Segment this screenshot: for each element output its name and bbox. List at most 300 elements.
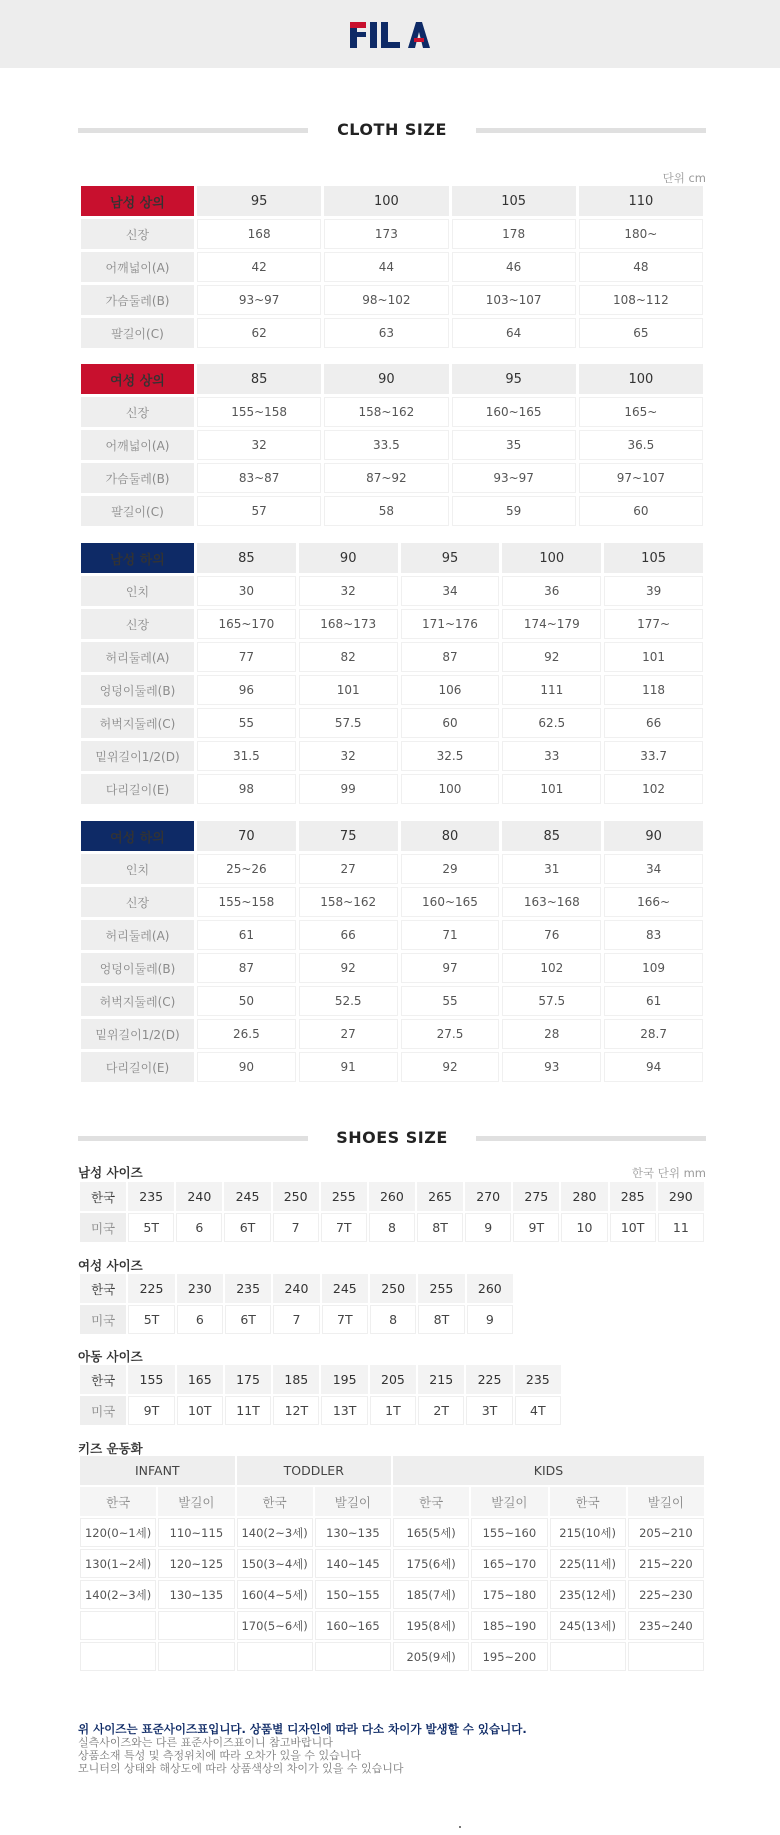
- measurement-value: 32.5: [401, 741, 500, 771]
- measurement-label: 신장: [81, 887, 194, 917]
- us-size-cell: 10T: [610, 1213, 656, 1242]
- measurement-label: 허리둘레(A): [81, 920, 194, 950]
- korean-size-cell: [550, 1642, 626, 1671]
- divider-right: [476, 1136, 706, 1141]
- us-size-cell: 3T: [466, 1396, 512, 1425]
- us-size-cell: 7T: [322, 1305, 368, 1334]
- measurement-value: 39: [604, 576, 703, 606]
- men-top-size-table: [78, 183, 706, 351]
- age-group-row: [80, 1456, 704, 1485]
- measurement-row: [81, 920, 703, 950]
- korean-size-cell: 235(12세): [550, 1580, 626, 1609]
- measurement-value: 32: [299, 576, 398, 606]
- measurement-value: 100: [401, 774, 500, 804]
- korean-size-cell: 235: [128, 1182, 174, 1211]
- kids-column-header-row: [80, 1487, 704, 1516]
- measurement-label: 가슴둘레(B): [81, 463, 194, 493]
- measurement-value: 57.5: [299, 708, 398, 738]
- us-size-cell: 10T: [177, 1396, 223, 1425]
- measurement-value: 25~26: [197, 854, 296, 884]
- korean-size-cell: 225(11세): [550, 1549, 626, 1578]
- korean-size-cell: 260: [467, 1274, 513, 1303]
- row-label-korea: 한국: [80, 1274, 126, 1303]
- korean-size-cell: 120(0~1세): [80, 1518, 156, 1547]
- measurement-value: 36.5: [579, 430, 703, 460]
- us-size-cell: 4T: [515, 1396, 561, 1425]
- us-size-cell: 7: [273, 1213, 319, 1242]
- measurement-value: 29: [401, 854, 500, 884]
- divider-left: [78, 1136, 308, 1141]
- korean-size-cell: 150(3~4세): [237, 1549, 313, 1578]
- cloth-unit-label: 단위 cm: [662, 171, 706, 185]
- measurement-value: 155~158: [197, 397, 321, 427]
- foot-length-cell: [158, 1611, 234, 1640]
- korean-size-cell: 285: [610, 1182, 656, 1211]
- measurement-value: 160~165: [452, 397, 576, 427]
- measurement-value: 34: [604, 854, 703, 884]
- size-header-cell: 85: [502, 821, 601, 851]
- size-header-row: [81, 543, 703, 573]
- size-notes: [78, 1722, 706, 1775]
- korean-size-cell: 250: [273, 1182, 319, 1211]
- measurement-value: 61: [197, 920, 296, 950]
- measurement-value: 35: [452, 430, 576, 460]
- korean-size-header: 한국: [393, 1487, 469, 1516]
- measurement-value: 63: [324, 318, 448, 348]
- korean-size-cell: 195: [321, 1365, 367, 1394]
- row-label-us: 미국: [80, 1396, 126, 1425]
- measurement-label: 신장: [81, 397, 194, 427]
- korean-size-cell: 270: [465, 1182, 511, 1211]
- women-bottom-size-table: [78, 818, 706, 1085]
- measurement-label: 가슴둘레(B): [81, 285, 194, 315]
- measurement-row: [81, 430, 703, 460]
- measurement-value: 26.5: [197, 1019, 296, 1049]
- measurement-value: 34: [401, 576, 500, 606]
- measurement-value: 158~162: [299, 887, 398, 917]
- korean-size-row: [80, 1182, 704, 1211]
- measurement-value: 42: [197, 252, 321, 282]
- korean-size-cell: 280: [561, 1182, 607, 1211]
- measurement-row: [81, 774, 703, 804]
- size-header-row: [81, 821, 703, 851]
- measurement-value: 27: [299, 1019, 398, 1049]
- korean-size-cell: 185: [273, 1365, 319, 1394]
- measurement-row: [81, 463, 703, 493]
- measurement-row: [81, 675, 703, 705]
- korean-size-cell: 205(9세): [393, 1642, 469, 1671]
- measurement-value: 158~162: [324, 397, 448, 427]
- women-top-size-table: [78, 361, 706, 529]
- foot-length-cell: 160~165: [315, 1611, 391, 1640]
- measurement-label: 밑위길이1/2(D): [81, 741, 194, 771]
- measurement-value: 109: [604, 953, 703, 983]
- korean-size-cell: 215: [418, 1365, 464, 1394]
- measurement-value: 102: [604, 774, 703, 804]
- fila-logo-mark: [350, 20, 432, 50]
- us-size-cell: 7: [273, 1305, 319, 1334]
- kids-size-row: [80, 1549, 704, 1578]
- measurement-value: 93~97: [452, 463, 576, 493]
- measurement-value: 33.7: [604, 741, 703, 771]
- size-header-cell: 100: [502, 543, 601, 573]
- foot-length-header: 발길이: [471, 1487, 547, 1516]
- foot-length-cell: 130~135: [315, 1518, 391, 1547]
- korean-size-cell: 140(2~3세): [237, 1518, 313, 1547]
- korean-size-cell: 165: [177, 1365, 223, 1394]
- measurement-value: 163~168: [502, 887, 601, 917]
- measurement-value: 101: [604, 642, 703, 672]
- measurement-value: 33.5: [324, 430, 448, 460]
- korean-size-header: 한국: [80, 1487, 156, 1516]
- measurement-row: [81, 397, 703, 427]
- measurement-value: 76: [502, 920, 601, 950]
- measurement-value: 93~97: [197, 285, 321, 315]
- korean-size-cell: 130(1~2세): [80, 1549, 156, 1578]
- korean-size-cell: 250: [370, 1274, 416, 1303]
- measurement-row: [81, 609, 703, 639]
- measurement-label: 다리길이(E): [81, 774, 194, 804]
- korean-size-cell: 235: [225, 1274, 271, 1303]
- measurement-row: [81, 642, 703, 672]
- kids-size-row: [80, 1642, 704, 1671]
- kids-size-row: [80, 1611, 704, 1640]
- measurement-value: 111: [502, 675, 601, 705]
- size-header-cell: 95: [401, 543, 500, 573]
- us-size-cell: 8T: [417, 1213, 463, 1242]
- size-header-cell: 75: [299, 821, 398, 851]
- measurement-value: 65: [579, 318, 703, 348]
- korean-size-cell: 205: [370, 1365, 416, 1394]
- kids-sneakers-table: [78, 1454, 706, 1673]
- cloth-size-heading: [78, 119, 706, 141]
- foot-length-header: 발길이: [158, 1487, 234, 1516]
- korean-size-cell: 240: [176, 1182, 222, 1211]
- measurement-row: [81, 741, 703, 771]
- measurement-value: 98~102: [324, 285, 448, 315]
- measurement-value: 173: [324, 219, 448, 249]
- us-size-cell: 13T: [321, 1396, 367, 1425]
- korean-size-cell: [80, 1611, 156, 1640]
- measurement-value: 28.7: [604, 1019, 703, 1049]
- measurement-value: 174~179: [502, 609, 601, 639]
- category-label: 남성 상의: [81, 186, 194, 216]
- us-size-cell: 9: [467, 1305, 513, 1334]
- korean-size-cell: 245: [224, 1182, 270, 1211]
- row-label-us: 미국: [80, 1305, 126, 1334]
- measurement-value: 48: [579, 252, 703, 282]
- us-size-cell: 5T: [128, 1305, 174, 1334]
- korean-size-cell: 275: [513, 1182, 559, 1211]
- measurement-value: 58: [324, 496, 448, 526]
- measurement-row: [81, 708, 703, 738]
- cloth-size-title: CLOTH SIZE: [337, 120, 447, 139]
- measurement-value: 101: [299, 675, 398, 705]
- measurement-value: 44: [324, 252, 448, 282]
- kids-size-row: [80, 1580, 704, 1609]
- measurement-value: 31.5: [197, 741, 296, 771]
- measurement-label: 어깨넓이(A): [81, 252, 194, 282]
- measurement-label: 허벅지둘레(C): [81, 986, 194, 1016]
- us-size-cell: 5T: [128, 1213, 174, 1242]
- measurement-value: 160~165: [401, 887, 500, 917]
- measurement-value: 168: [197, 219, 321, 249]
- size-header-cell: 80: [401, 821, 500, 851]
- measurement-value: 180~: [579, 219, 703, 249]
- shoes-size-heading: [78, 1127, 706, 1149]
- korean-size-header: 한국: [550, 1487, 626, 1516]
- measurement-value: 32: [299, 741, 398, 771]
- korean-size-header: 한국: [237, 1487, 313, 1516]
- men-shoes-table: [78, 1180, 706, 1244]
- measurement-value: 66: [299, 920, 398, 950]
- foot-length-cell: [158, 1642, 234, 1671]
- measurement-value: 52.5: [299, 986, 398, 1016]
- measurement-value: 27.5: [401, 1019, 500, 1049]
- foot-length-cell: 235~240: [628, 1611, 704, 1640]
- korean-size-cell: 225: [128, 1274, 174, 1303]
- measurement-row: [81, 887, 703, 917]
- foot-length-cell: [315, 1642, 391, 1671]
- measurement-label: 신장: [81, 609, 194, 639]
- measurement-value: 91: [299, 1052, 398, 1082]
- foot-length-cell: 155~160: [471, 1518, 547, 1547]
- measurement-value: 178: [452, 219, 576, 249]
- us-size-cell: 6T: [224, 1213, 270, 1242]
- men-bottom-size-table: [78, 540, 706, 807]
- women-shoes-table: [78, 1272, 515, 1336]
- measurement-row: [81, 219, 703, 249]
- measurement-value: 27: [299, 854, 398, 884]
- foot-length-cell: 175~180: [471, 1580, 547, 1609]
- korean-size-cell: [80, 1642, 156, 1671]
- measurement-value: 98: [197, 774, 296, 804]
- measurement-row: [81, 986, 703, 1016]
- foot-length-cell: 110~115: [158, 1518, 234, 1547]
- korean-size-cell: 240: [273, 1274, 319, 1303]
- measurement-value: 165~: [579, 397, 703, 427]
- korean-size-cell: 170(5~6세): [237, 1611, 313, 1640]
- fila-logo[interactable]: [350, 20, 432, 50]
- measurement-row: [81, 496, 703, 526]
- us-size-cell: 8T: [418, 1305, 464, 1334]
- measurement-row: [81, 1019, 703, 1049]
- measurement-value: 83: [604, 920, 703, 950]
- measurement-value: 55: [197, 708, 296, 738]
- category-label: 남성 하의: [81, 543, 194, 573]
- size-header-cell: 95: [197, 186, 321, 216]
- size-header-cell: 105: [604, 543, 703, 573]
- foot-length-cell: 140~145: [315, 1549, 391, 1578]
- measurement-value: 93: [502, 1052, 601, 1082]
- kids-size-row: [80, 1518, 704, 1547]
- measurement-value: 66: [604, 708, 703, 738]
- us-size-cell: 8: [369, 1213, 415, 1242]
- korean-size-cell: 140(2~3세): [80, 1580, 156, 1609]
- row-label-korea: 한국: [80, 1182, 126, 1211]
- korean-size-cell: 235: [515, 1365, 561, 1394]
- measurement-value: 60: [579, 496, 703, 526]
- measurement-value: 177~: [604, 609, 703, 639]
- measurement-value: 62: [197, 318, 321, 348]
- foot-length-cell: [628, 1642, 704, 1671]
- us-size-cell: 9T: [128, 1396, 174, 1425]
- foot-length-cell: 215~220: [628, 1549, 704, 1578]
- measurement-row: [81, 318, 703, 348]
- measurement-value: 102: [502, 953, 601, 983]
- measurement-label: 다리길이(E): [81, 1052, 194, 1082]
- measurement-value: 64: [452, 318, 576, 348]
- us-size-cell: 7T: [321, 1213, 367, 1242]
- measurement-value: 87~92: [324, 463, 448, 493]
- us-size-cell: 11T: [225, 1396, 271, 1425]
- measurement-value: 33: [502, 741, 601, 771]
- us-size-cell: 6T: [225, 1305, 271, 1334]
- measurement-value: 103~107: [452, 285, 576, 315]
- foot-length-cell: 120~125: [158, 1549, 234, 1578]
- row-label-us: 미국: [80, 1213, 126, 1242]
- korean-size-cell: 175(6세): [393, 1549, 469, 1578]
- korean-size-cell: 245(13세): [550, 1611, 626, 1640]
- measurement-value: 168~173: [299, 609, 398, 639]
- korean-size-row: [80, 1274, 513, 1303]
- korean-size-cell: 185(7세): [393, 1580, 469, 1609]
- measurement-value: 57: [197, 496, 321, 526]
- us-size-cell: 12T: [273, 1396, 319, 1425]
- measurement-value: 83~87: [197, 463, 321, 493]
- size-header-cell: 100: [579, 364, 703, 394]
- measurement-label: 밑위길이1/2(D): [81, 1019, 194, 1049]
- us-size-cell: 2T: [418, 1396, 464, 1425]
- us-size-row: [80, 1396, 561, 1425]
- korean-size-cell: 155: [128, 1365, 174, 1394]
- size-header-cell: 85: [197, 543, 296, 573]
- measurement-value: 77: [197, 642, 296, 672]
- measurement-row: [81, 1052, 703, 1082]
- measurement-value: 155~158: [197, 887, 296, 917]
- us-size-row: [80, 1213, 704, 1242]
- measurement-value: 87: [197, 953, 296, 983]
- korean-size-cell: 245: [322, 1274, 368, 1303]
- category-label: 여성 하의: [81, 821, 194, 851]
- foot-length-cell: 225~230: [628, 1580, 704, 1609]
- measurement-label: 신장: [81, 219, 194, 249]
- measurement-value: 97: [401, 953, 500, 983]
- us-size-cell: 11: [658, 1213, 704, 1242]
- measurement-label: 어깨넓이(A): [81, 430, 194, 460]
- measurement-value: 118: [604, 675, 703, 705]
- measurement-value: 97~107: [579, 463, 703, 493]
- korean-size-cell: 290: [658, 1182, 704, 1211]
- measurement-value: 99: [299, 774, 398, 804]
- measurement-label: 인치: [81, 576, 194, 606]
- korean-size-cell: [237, 1642, 313, 1671]
- foot-length-cell: 165~170: [471, 1549, 547, 1578]
- measurement-value: 92: [401, 1052, 500, 1082]
- divider-right: [476, 128, 706, 133]
- korean-size-cell: 175: [225, 1365, 271, 1394]
- foot-length-cell: 205~210: [628, 1518, 704, 1547]
- measurement-value: 108~112: [579, 285, 703, 315]
- us-size-row: [80, 1305, 513, 1334]
- measurement-value: 59: [452, 496, 576, 526]
- measurement-label: 팔길이(C): [81, 318, 194, 348]
- measurement-value: 61: [604, 986, 703, 1016]
- shoes-size-title: SHOES SIZE: [336, 1128, 448, 1147]
- measurement-row: [81, 854, 703, 884]
- measurement-value: 92: [502, 642, 601, 672]
- men-shoes-label: 남성 사이즈: [78, 1165, 143, 1180]
- note-material-tolerance: 상품소재 특성 및 측정위치에 따라 오차가 있을 수 있습니다: [78, 1749, 361, 1762]
- child-shoes-label: 아동 사이즈: [78, 1349, 143, 1364]
- measurement-value: 32: [197, 430, 321, 460]
- us-size-cell: 9T: [513, 1213, 559, 1242]
- measurement-value: 171~176: [401, 609, 500, 639]
- measurement-value: 57.5: [502, 986, 601, 1016]
- size-header-cell: 70: [197, 821, 296, 851]
- foot-length-cell: 195~200: [471, 1642, 547, 1671]
- divider-left: [78, 128, 308, 133]
- measurement-value: 55: [401, 986, 500, 1016]
- us-size-cell: 9: [465, 1213, 511, 1242]
- korean-size-cell: 165(5세): [393, 1518, 469, 1547]
- measurement-label: 엉덩이둘레(B): [81, 953, 194, 983]
- measurement-value: 46: [452, 252, 576, 282]
- size-header-cell: 95: [452, 364, 576, 394]
- measurement-row: [81, 953, 703, 983]
- measurement-row: [81, 285, 703, 315]
- footer-dot: [459, 1826, 461, 1828]
- size-header-row: [81, 364, 703, 394]
- measurement-value: 50: [197, 986, 296, 1016]
- korean-size-cell: 265: [417, 1182, 463, 1211]
- measurement-value: 106: [401, 675, 500, 705]
- korean-size-cell: 260: [369, 1182, 415, 1211]
- women-shoes-label: 여성 사이즈: [78, 1258, 143, 1273]
- measurement-label: 팔길이(C): [81, 496, 194, 526]
- korean-size-cell: 160(4~5세): [237, 1580, 313, 1609]
- note-standard-size: 위 사이즈는 표준사이즈표입니다. 상품별 디자인에 따라 다소 차이가 발생할 수 있습니다.: [78, 1722, 527, 1736]
- size-header-cell: 110: [579, 186, 703, 216]
- foot-length-cell: 130~135: [158, 1580, 234, 1609]
- size-header-cell: 90: [604, 821, 703, 851]
- size-header-row: [81, 186, 703, 216]
- size-header-cell: 90: [299, 543, 398, 573]
- measurement-value: 101: [502, 774, 601, 804]
- measurement-value: 31: [502, 854, 601, 884]
- row-label-korea: 한국: [80, 1365, 126, 1394]
- age-group-kids: KIDS: [393, 1456, 704, 1485]
- size-header-cell: 85: [197, 364, 321, 394]
- us-size-cell: 6: [176, 1213, 222, 1242]
- measurement-value: 60: [401, 708, 500, 738]
- us-size-cell: 1T: [370, 1396, 416, 1425]
- size-header-cell: 90: [324, 364, 448, 394]
- measurement-value: 90: [197, 1052, 296, 1082]
- korean-size-row: [80, 1365, 561, 1394]
- size-header-cell: 100: [324, 186, 448, 216]
- foot-length-cell: 185~190: [471, 1611, 547, 1640]
- measurement-label: 허벅지둘레(C): [81, 708, 194, 738]
- us-size-cell: 6: [177, 1305, 223, 1334]
- measurement-row: [81, 252, 703, 282]
- note-measured-size: 실측사이즈와는 다른 표준사이즈표이니 참고바랍니다: [78, 1736, 333, 1749]
- korean-size-cell: 215(10세): [550, 1518, 626, 1547]
- measurement-label: 엉덩이둘레(B): [81, 675, 194, 705]
- measurement-value: 36: [502, 576, 601, 606]
- us-size-cell: 8: [370, 1305, 416, 1334]
- measurement-value: 30: [197, 576, 296, 606]
